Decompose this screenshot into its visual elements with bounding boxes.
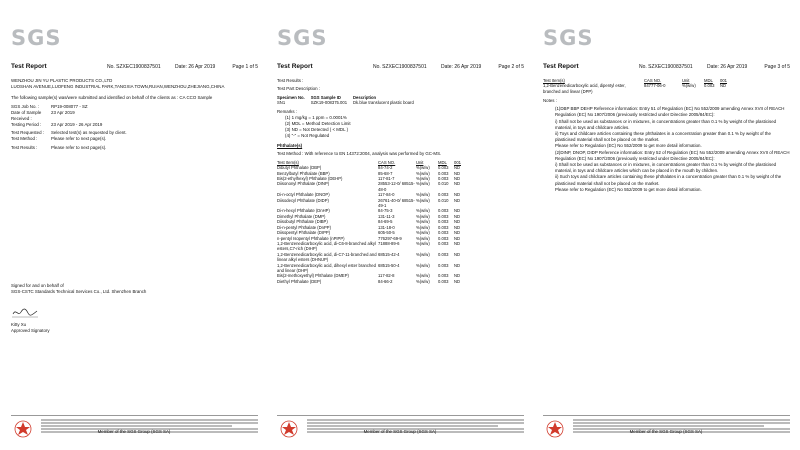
table-row: Diisononyl Phthalate (DINP) 28553-12-0/ 68515-48-0 %(w/w) 0.010 ND [277, 181, 461, 192]
report-page-2 [268, 0, 532, 450]
report-page-1 [2, 0, 266, 450]
notes-title: Notes : [543, 98, 557, 104]
member-line: Member of the SGS Group (SGS SA) [363, 429, 437, 434]
field-row: SGS Job No. : RP19-008077 - SZ [11, 104, 88, 109]
note-item: i) Shall not be used as substances or in mixtures, in concentrations greater than 0.1 % by weight of the plasticised material, in toys and childcare articles. [555, 118, 777, 130]
table-row: 1,2-Benzenedicarboxylic acid, di-C6-8-branched alkyl esters,C7-rich (DIHP) 71888-89-6 %(w/w) 0.003 ND [277, 240, 461, 252]
report-date: Date: 26 Apr 2019 [175, 64, 216, 70]
company-address: LUOSHAN AVENUE,LUOFENG INDUSTRIAL PARK,TANGXIA TOWN,RUIAN,WENZHOU,ZHEJIANG,CHINA [11, 84, 225, 89]
sgs-logo: SGS [11, 26, 62, 50]
table-row: Benzylbutyl Phthalate (BBP) 85-68-7 %(w/w) 0.003 ND [277, 170, 461, 176]
sample-note: The following sample(s) was/were submitted and identified on behalf of the clients as : CA CCO Sample [11, 95, 213, 100]
page-number: Page 2 of 5 [498, 64, 524, 70]
specimen-table: Specimen No. SGS Sample ID Description SN1 SZK19-008375.001 Dk.blue translucent plastic board [277, 95, 414, 106]
part-desc-label: Test Part Description : [277, 86, 320, 91]
note-item: (1)DBP BBP DEHP Reference information: Entry 51 of Regulation (EC) No 552/2009 amending Annex XVII of REACH Regulation (EC) No 1907/2006 (previously restricted under Directive 2005/84/EC): [555, 106, 785, 118]
signed-company: SGS-CSTC Standards Technical Services Co., Ltd. Shenzhen Branch [11, 289, 147, 294]
table-row: n-pentyl Isopentyl Phthalate (nPIPP) 776297-69-9 %(w/w) 0.003 ND [277, 235, 461, 241]
sgs-logo: SGS [543, 26, 594, 50]
report-number: No. SZXEC1900837501 [107, 64, 161, 70]
page-number: Page 3 of 5 [764, 64, 790, 70]
sgs-logo: SGS [277, 26, 328, 50]
signed-label: Signed for and on behalf of [11, 283, 64, 288]
note-item: i) Shall not be used as substances or in mixtures, in concentrations greater than 0.1 % by weight of the plasticised material, in toys and childcare articles which can be placed in the mouth by children. [555, 162, 777, 174]
remarks-list: (1) 1 mg/kg = 1 ppm = 0.0001% (2) MDL = Method Detection Limit (3) ND = Not Detected ( < MDL ) (4) "-" = Not Regulated [285, 114, 351, 138]
report-number: No. SZXEC1900837501 [639, 64, 693, 70]
section-title: Phthalate(s) [277, 142, 303, 148]
table-row: 1,2-Benzenedicarboxylic acid, dihexyl ester branched and linear (DHP) 68515-50-4 %(w/w) 0.003 ND [277, 262, 461, 273]
page-header [277, 63, 524, 73]
signature-block [11, 283, 146, 295]
table-row: 1,2-Benzenedicarboxylic acid, di-C7-11-branched and linear alkyl esters (DHNUP) 68515-42-4 %(w/w) 0.003 ND [277, 251, 461, 263]
note-item: Please refer to Regulation (EC) No 552/2009 to get more detail information. [555, 186, 702, 192]
signatory [11, 322, 50, 334]
page-header [11, 63, 258, 73]
report-title: Test Report [277, 63, 313, 70]
table-row: Diisobutyl Phthalate (DIBP) 84-69-5 %(w/w) 0.003 ND [277, 219, 461, 225]
report-date: Date: 26 Apr 2019 [441, 64, 482, 70]
table-row: Diethyl Phthalate (DEP) 84-66-2 %(w/w) 0.003 ND [277, 278, 461, 284]
table-row: Di-n-pentyl Phthalate (DnPP) 131-18-0 %(w/w) 0.003 ND [277, 224, 461, 230]
signatory-name: Kitty Xu [11, 322, 27, 327]
notes-list [543, 106, 790, 193]
field-row: Testing Period : 23 Apr 2019 - 26 Apr 2019 [11, 122, 103, 127]
table-row: Bis(2-methoxyethyl) Phthalate (DMEP) 117-82-8 %(w/w) 0.003 ND [277, 273, 461, 279]
table-row: Di-n-hexyl Phthalate (DnHP) 84-75-3 %(w/w) 0.003 ND [277, 208, 461, 214]
test-method: Test Method : With reference to EN 14372:2004, analysis was performed by GC-MS. [277, 150, 442, 156]
table-row: Bis(2-ethylhexyl) Phthalate (DEHP) 117-81-7 %(w/w) 0.003 ND [277, 176, 461, 182]
page-number: Page 1 of 5 [232, 64, 258, 70]
field-row: Test Method : Please refer to next page(s). [11, 136, 107, 141]
note-item: ii) Such toys and childcare articles containing these phthalates in a concentration greater than 0.1 % by weight of the plasticised material shall not be placed on the market. [555, 174, 782, 186]
report-date: Date: 26 Apr 2019 [707, 64, 748, 70]
table-row: Di-n-octyl Phthalate (DNOP) 117-84-0 %(w/w) 0.003 ND [277, 192, 461, 198]
results-table [543, 78, 727, 94]
report-number: No. SZXEC1900837501 [373, 64, 427, 70]
table-header-row: Test Item(s) CAS NO. Unit MDL 001 [277, 159, 461, 165]
results-rows [277, 165, 460, 284]
page1-body [11, 78, 258, 151]
member-line: Member of the SGS Group (SGS SA) [97, 429, 171, 434]
note-item: (2)DINP, DNOP, DIDP Reference information: Entry 52 of Regulation (EC) No 552/2009 amending Annex XVII of REACH Regulation (EC) No 1907/2006 (previously restricted under Directive 2005/84/EC): [555, 149, 790, 161]
table-row: 1,2-Benzenedicarboxylic acid, dipentyl ester, branched and linear (DPP) 84777-06-0 %(w/w) 0.003 ND [543, 83, 727, 94]
table-row: Dibutyl Phthalate (DBP) 84-74-2 %(w/w) 0.003 ND [277, 165, 461, 171]
field-row: Test Results : Please refer to next page(s). [11, 145, 107, 150]
page2-body [277, 78, 524, 284]
field-row: Date of Sample Received : 23 Apr 2019 [11, 110, 75, 121]
page-header [543, 63, 790, 73]
table-header-row: Test Item(s) CAS NO. Unit MDL 001 [543, 78, 727, 83]
table-row: Diisodecyl Phthalate (DIDP) 26761-40-0/ 68515-49-1 %(w/w) 0.010 ND [277, 197, 461, 209]
remarks-title: Remarks : [277, 108, 298, 114]
note-item: ii) Toys and childcare articles containing these phthalates in a concentration greater than 0.1 % by weight of the plasticised material shall not be placed on the market. [555, 131, 771, 143]
table-row: Diisopentyl Phthalate (DIPP) 605-50-5 %(w/w) 0.003 ND [277, 230, 461, 236]
note-item: Please refer to Regulation (EC) No 552/2009 to get more detail information. [555, 143, 702, 149]
member-line: Member of the SGS Group (SGS SA) [629, 429, 703, 434]
field-row: Test Requested : Selected test(s) as requested by client. [11, 130, 127, 135]
test-results-label: Test Results : [277, 78, 304, 83]
report-title: Test Report [543, 63, 579, 70]
report-page-3 [534, 0, 798, 450]
table-row: Dimethyl Phthalate (DMP) 131-11-3 %(w/w) 0.003 ND [277, 213, 461, 219]
signatory-title: Approved Signatory [11, 328, 50, 333]
company-name: WENZHOU JIN YU PLASTIC PRODUCTS CO.,LTD [11, 78, 113, 83]
report-title: Test Report [11, 63, 47, 70]
signature-image [12, 305, 38, 319]
page3-body [543, 78, 790, 193]
